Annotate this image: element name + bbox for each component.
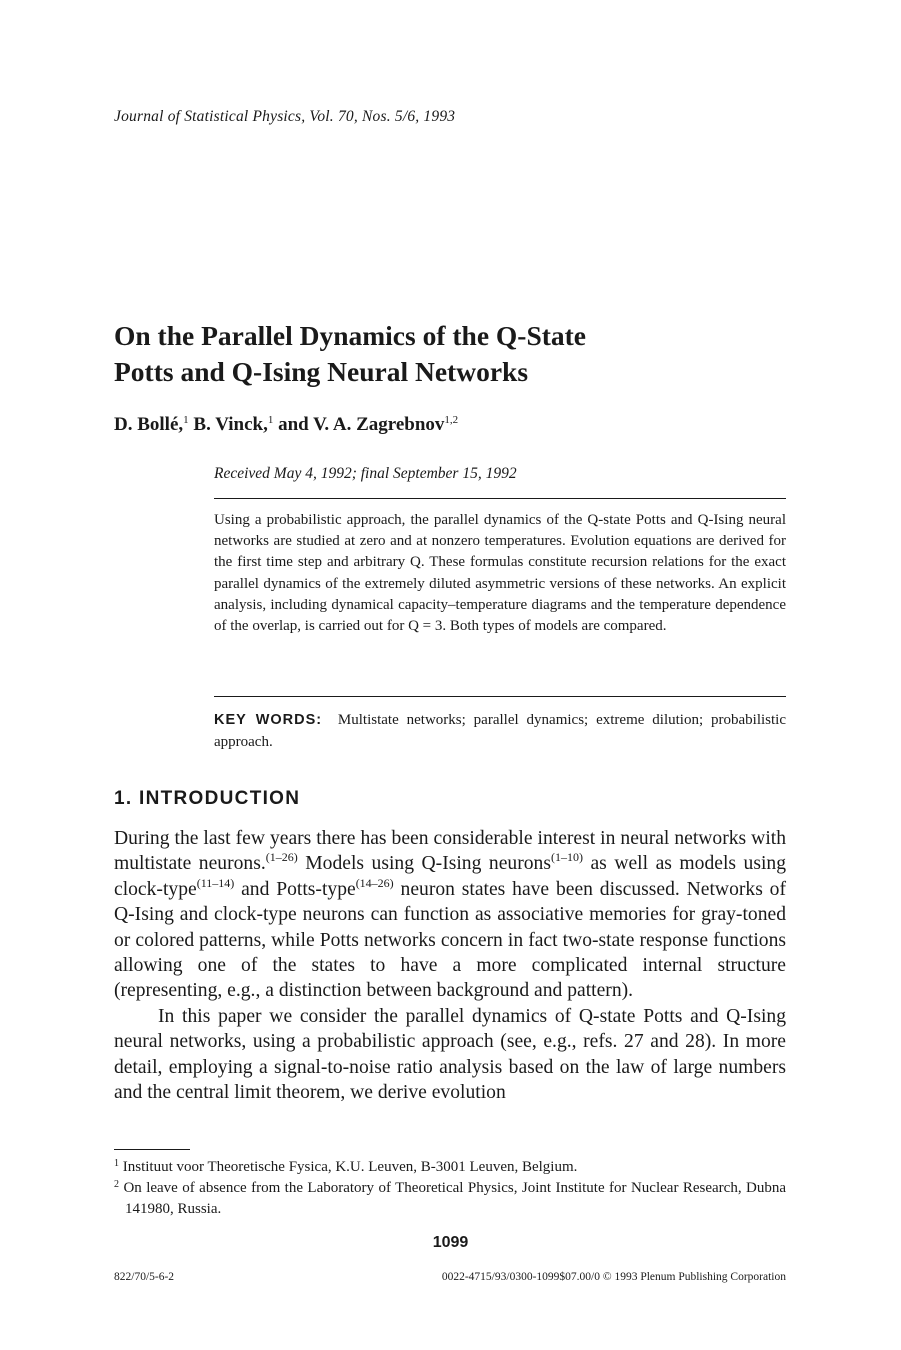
footnotes	[114, 1157, 786, 1220]
author-name: D. Bollé,	[114, 414, 184, 435]
footnote-text: On leave of absence from the Laboratory of Theoretical Physics, Joint Institute for Nuclear Research, Dubna 141980, Russia.	[123, 1180, 787, 1217]
section-heading: 1. INTRODUCTION	[114, 788, 301, 809]
keywords-text: Multistate networks; parallel dynamics; extreme dilution; probabilistic approach.	[214, 712, 786, 750]
title-line-1: On the Parallel Dynamics of the Q-State	[114, 320, 587, 351]
footnote	[114, 1157, 786, 1178]
footnote-rule	[114, 1149, 190, 1150]
abstract-top-rule	[214, 498, 786, 499]
author-affiliation-mark: 1,2	[444, 414, 459, 426]
copyright-line: 0022-4715/93/0300-1099$07.00/0 © 1993 Plenum Publishing Corporation	[441, 1271, 786, 1283]
title-line-2: Potts and Q-Ising Neural Networks	[114, 356, 529, 387]
author-name: and V. A. Zagrebnov	[278, 414, 445, 435]
abstract: Using a probabilistic approach, the parallel dynamics of the Q-state Potts and Q-Ising neural networks are studied at zero and at nonzero temperatures. Evolution equations are derived for the first time step and arbitrary Q. These formulas constitute recursion relations for the exact parallel dynamics of the extremely diluted asymmetric versions of these networks. An explicit analysis, including dynamical capacity–temperature diagrams and the temperature dependence of the overlap, is carried out for Q = 3. Both types of models are compared.	[214, 512, 786, 635]
received-dates: Received May 4, 1992; final September 15, 1992	[214, 465, 517, 482]
author-list	[114, 414, 458, 436]
page-number: 1099	[432, 1234, 469, 1251]
author-affiliation-mark: 1	[183, 414, 189, 426]
body-text	[114, 826, 786, 1105]
abstract-bottom-rule	[214, 696, 786, 697]
keywords	[214, 710, 786, 753]
footnote-mark: 2	[114, 1179, 119, 1190]
citation: (1–26)	[265, 850, 298, 865]
article-title	[114, 318, 754, 390]
text-run: Models using Q-Ising neurons	[297, 853, 551, 875]
footnote	[114, 1178, 786, 1220]
footnote-mark: 1	[114, 1158, 119, 1169]
paragraph	[114, 826, 786, 1004]
keywords-label: KEY WORDS:	[214, 712, 323, 728]
citation: (1–10)	[550, 850, 583, 865]
citation: (11–14)	[196, 875, 235, 890]
text-run: and Potts-type	[234, 878, 356, 900]
paragraph: In this paper we consider the parallel dynamics of Q-state Potts and Q-Ising neural networks, using a probabilistic approach (see, e.g., refs. 27 and 28). In more detail, employing a signal-to-noise ratio analysis based on the law of large numbers and the central limit theorem, we derive evolution	[114, 1005, 786, 1104]
text-run: neuron states have been discussed. Networks of Q-Ising and clock-type neurons can function as associative memories for gray-toned or colored patterns, while Potts networks concern in fact two-state response functions allowing one of the states to have a more complicated internal structure (representing, e.g., a distinction between background and pattern).	[114, 878, 786, 1002]
author-name: B. Vinck,	[193, 414, 268, 435]
footnote-text: Instituut voor Theoretische Fysica, K.U. Leuven, B-3001 Leuven, Belgium.	[122, 1159, 578, 1175]
text-run: During the last few years there has been considerable interest in neural networks with multistate neurons.	[114, 828, 786, 875]
manuscript-code: 822/70/5-6-2	[114, 1271, 175, 1283]
citation: (14–26)	[355, 875, 394, 890]
text-run: as well as models using clock-type	[114, 853, 786, 900]
journal-citation: Journal of Statistical Physics, Vol. 70, Nos. 5/6, 1993	[114, 108, 456, 125]
author-affiliation-mark: 1	[267, 414, 274, 426]
